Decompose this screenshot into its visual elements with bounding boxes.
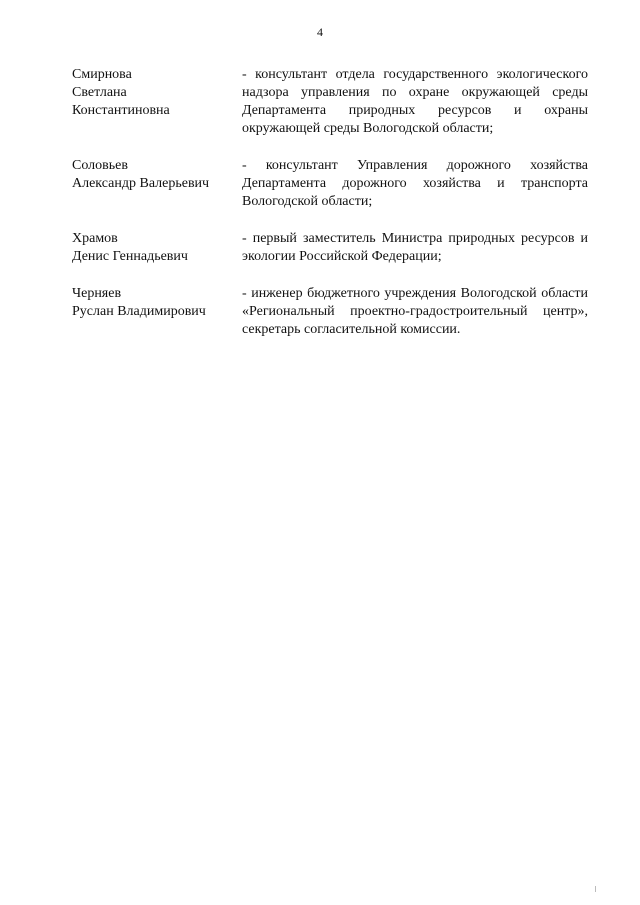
- commission-member-list: [72, 66, 588, 358]
- member-position: - инженер бюджетного учреждения Вологодской области «Региональный проектно-градостроительный центр», секретарь согласительной комиссии.: [242, 286, 588, 337]
- member-name: [72, 285, 242, 339]
- member-entry: [72, 285, 588, 339]
- member-name-line: Черняев: [72, 286, 122, 301]
- member-name-line: Светлана: [72, 85, 127, 100]
- member-name: [72, 230, 242, 266]
- member-name-line: Александр Валерьевич: [72, 176, 210, 191]
- member-name-line: Храмов: [72, 231, 118, 246]
- member-name-line: Соловьев: [72, 158, 128, 173]
- member-name-line: Константиновна: [72, 103, 170, 118]
- scan-edge-mark: [595, 886, 596, 892]
- member-name-line: Денис Геннадьевич: [72, 249, 188, 264]
- member-position: - консультант Управления дорожного хозяйства Департамента дорожного хозяйства и транспорта Вологодской области;: [242, 158, 588, 209]
- member-entry: [72, 157, 588, 211]
- member-entry: [72, 66, 588, 138]
- member-position: - консультант отдела государственного экологического надзора управления по охране окружающей среды Департамента природных ресурсов и охраны окружающей среды Вологодской области;: [242, 67, 588, 136]
- member-name: [72, 66, 242, 138]
- member-name-line: Руслан Владимирович: [72, 304, 206, 319]
- member-name-line: Смирнова: [72, 67, 132, 82]
- member-name: [72, 157, 242, 211]
- page-number: 4: [317, 25, 323, 39]
- member-position: - первый заместитель Министра природных ресурсов и экологии Российской Федерации;: [242, 231, 588, 264]
- member-entry: [72, 230, 588, 266]
